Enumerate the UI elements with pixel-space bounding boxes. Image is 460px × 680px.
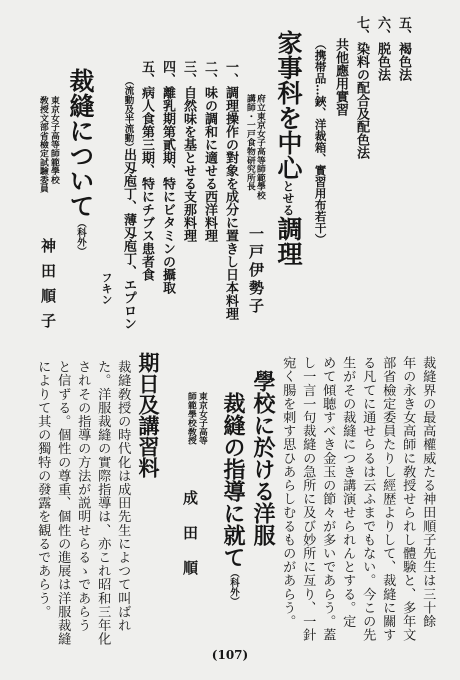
article-body-line-6: めて傾聴すべき金玉の節々が多いであらう。蓋 [320, 356, 336, 642]
lecture-2-title-main: 家事科を中心 [274, 30, 303, 180]
article-body-line-18: と信ずる。個性の尊重、個性の進展は洋服裁縫 [55, 360, 71, 646]
article-title-note: （科外） [228, 568, 239, 606]
dye-item-5: 五、褐色法 [396, 16, 411, 81]
article-title-a: 學校に於ける洋服 [250, 370, 276, 546]
article-body-line-1: 裁縫界の最高權威たる神田順子先生は三十餘 [420, 356, 436, 628]
practice-title: 共他應用實習 [333, 38, 348, 116]
cooking-item-2: 二、味の調和に適せる西洋料理 [202, 60, 217, 242]
cooking-item-1: 一、調理操作の對象を成分に置きし日本料理 [223, 60, 238, 320]
lecture-1-title-note: （科外） [75, 218, 86, 256]
lecture-1-author: 神田順子 [39, 238, 57, 338]
lecture-2-title-tail: とせる [281, 180, 295, 216]
lecture-1-affiliation-1: 東京女子高等師範學校 [48, 96, 59, 184]
lecture-2-affiliation-2: 講師・一戸食物研究所長 [244, 94, 255, 191]
article-body-line-16: た。洋服裁縫の實際指導は、亦これ昭和三年化 [95, 360, 111, 646]
lecture-1-title-text: 裁縫について [66, 68, 95, 218]
article-title-b [222, 392, 244, 606]
lecture-1-title [68, 68, 93, 256]
article-body-line-19: によりて其の獨特の發露を観るであらう。 [35, 360, 51, 619]
cooking-item-5-note: （流動及半流動） [122, 76, 134, 152]
lecture-1-affiliation-2: 敎授文部省檢定試驗委員 [37, 96, 48, 193]
cooking-item-5-end: フキン [100, 272, 113, 305]
article-author: 成田順 [181, 490, 199, 595]
cooking-item-3: 三、自然味を基とせる支那料理 [181, 60, 196, 242]
article-body-line-2: 年の永き女高師に敎授せられし體験と、多年文 [400, 356, 416, 642]
practice-note: （携帯品…鋏、洋裁箱、實習用布若干） [313, 38, 328, 245]
article-body-line-5: 生がその裁縫につき講演せられんとする。定 [340, 356, 356, 628]
cooking-item-5-rest: 出刄庖丁、薄刄庖丁、エプロン [121, 148, 136, 330]
page-number: (107) [211, 648, 249, 662]
article-affiliation-2: 師範學校敎授 [185, 392, 196, 445]
cooking-item-4: 四、離乳期第貳期、特にビタミンの攝取 [160, 60, 175, 294]
article-title-b-text: 裁縫の指導に就て [220, 392, 246, 568]
article-body-line-3: 部省檢定委員たりし經歴よりして、裁縫に關す [380, 356, 396, 642]
article-body-line-8: 宛く腸を刺す思ひあらしむるものがあらう。 [280, 356, 296, 628]
dye-item-6: 六、脱色法 [375, 16, 390, 81]
article-body-line-4: る凡てに通せらるは云ふまでもない。今この先 [360, 356, 376, 642]
article-body-line-7: し一言一句裁縫の急所に及び妙所に亙り、一針 [300, 356, 316, 642]
article-affiliation-1: 東京女子高等 [196, 392, 207, 445]
dye-item-7: 七、染料の配合及配色法 [354, 16, 369, 159]
section-title: 期日及講習料 [136, 352, 161, 478]
lecture-2-title-end: 調理 [274, 216, 303, 266]
article-body-line-17: されその指導の方法が説明せらるゝであらう [75, 360, 91, 632]
lecture-2-affiliation-1: 府立東京女子高等師範學校 [254, 94, 265, 200]
lecture-2-title [276, 30, 301, 266]
lecture-2-author: 一戸伊勢子 [247, 226, 265, 316]
cooking-item-5: 五、病人食第三期、特にチブス患者食 [139, 60, 154, 281]
article-body-line-15: 裁縫敎授の時代化は成田先生によつて叫ばれ [115, 360, 131, 632]
